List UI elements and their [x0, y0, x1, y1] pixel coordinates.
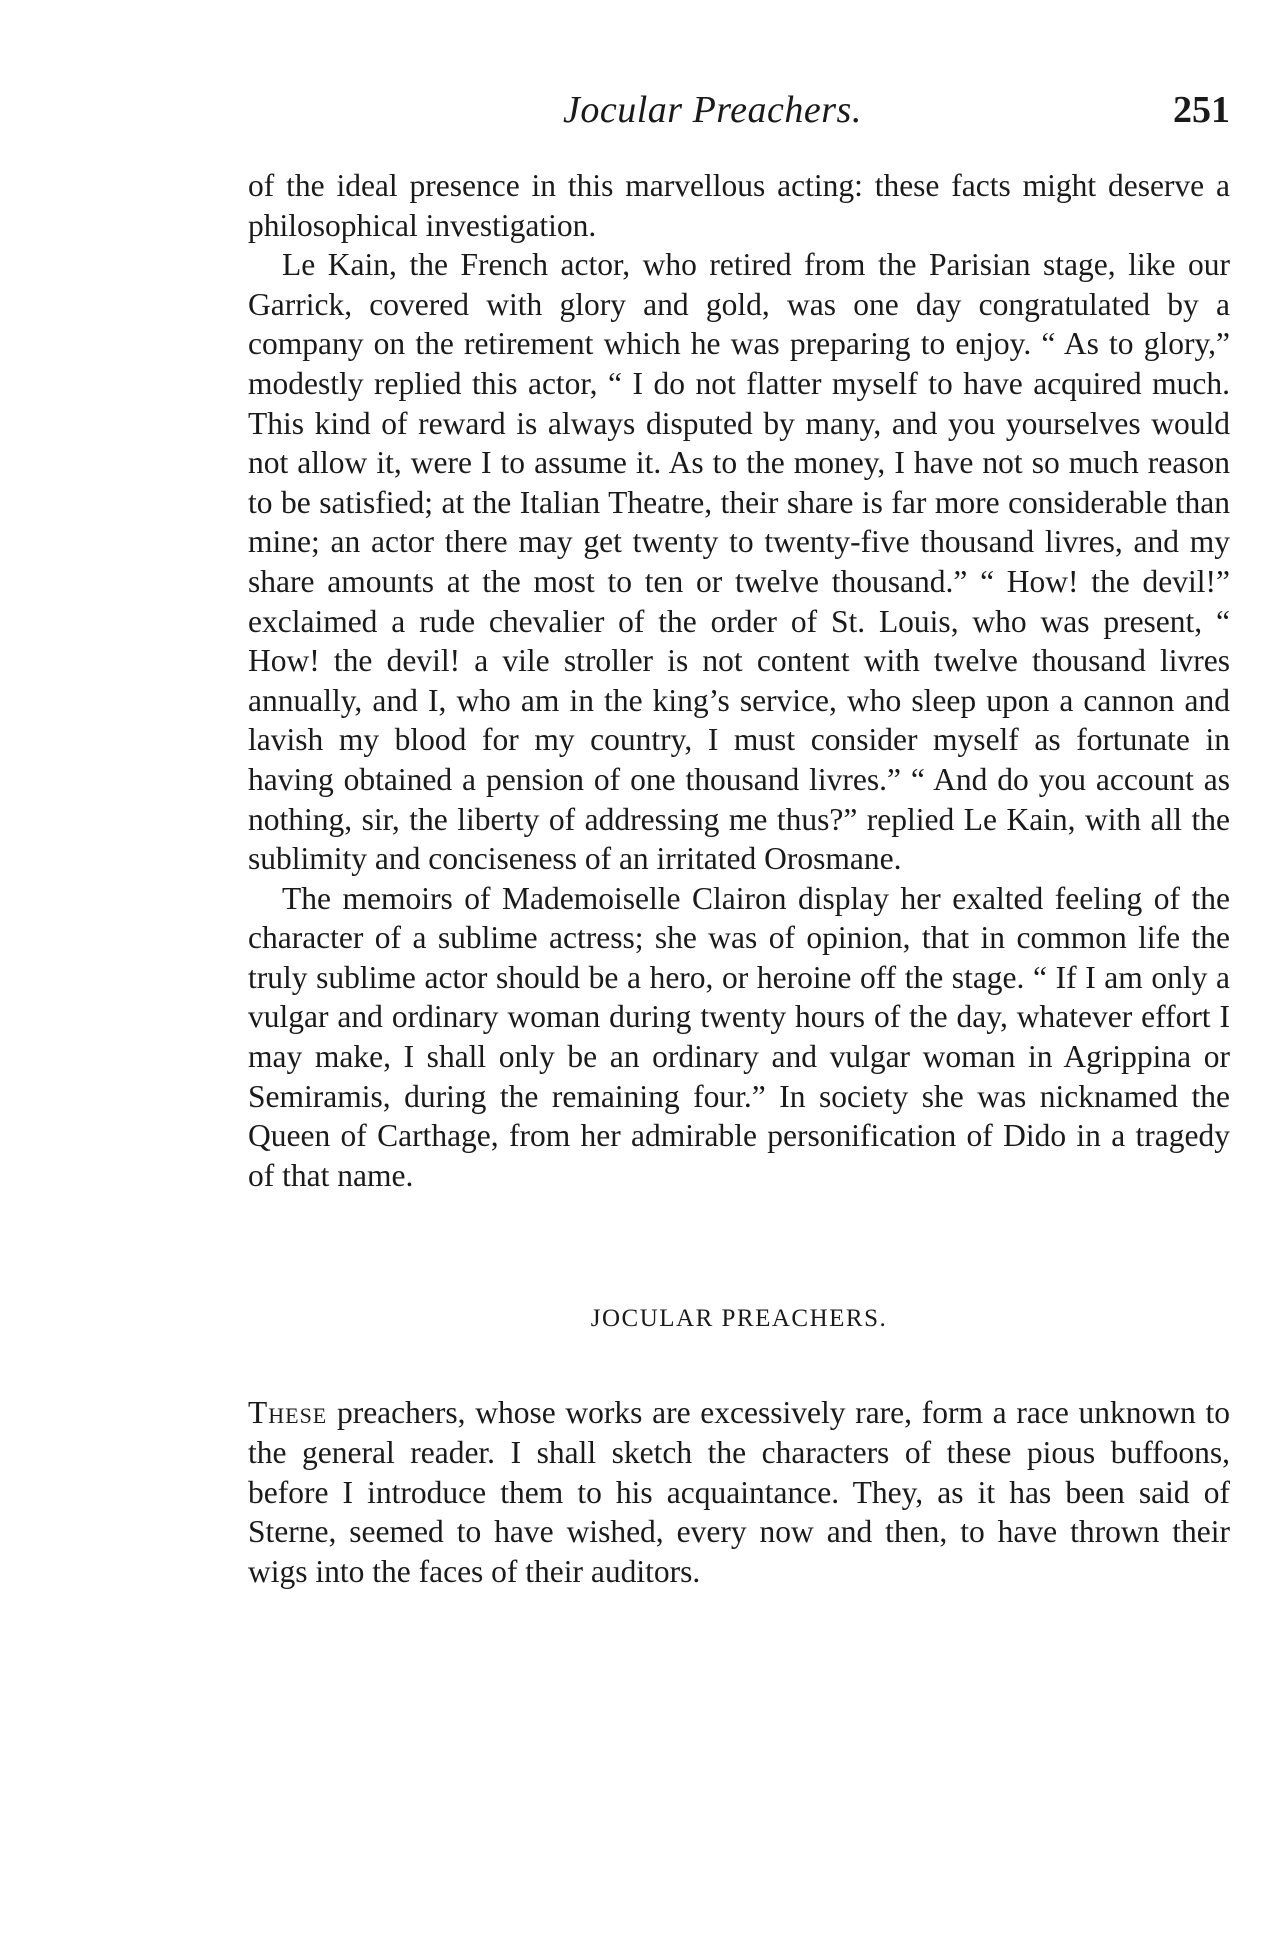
book-page [248, 88, 1230, 1591]
lead-word: These [248, 1395, 328, 1431]
section-paragraph [248, 1393, 1230, 1591]
section-heading: JOCULAR PREACHERS. [590, 1305, 888, 1333]
section-text [248, 1393, 1230, 1591]
running-title: Jocular Preachers. [563, 89, 862, 131]
running-head [248, 88, 1230, 144]
body-text [248, 166, 1230, 1195]
page-number: 251 [1173, 89, 1230, 131]
paragraph-le-kain: Le Kain, the French actor, who retired from the Parisian stage, like our Garrick, covered with glory and gold, was one day congratulated by a company on the retirement which he was preparing to enjoy. “ As to glory,” modestly replied this actor, “ I do not flatter myself to have acquired much. This kind of reward is always disputed by many, and you yourselves would not allow it, were I to assume it. As to the money, I have not so much reason to be satisfied; at the Italian Theatre, their share is far more considerable than mine; an actor there may get twenty to twenty-five thousand livres, and my share amounts at the most to ten or twelve thousand.” “ How! the devil!” exclaimed a rude chevalier of the order of St. Louis, who was present, “ How! the devil! a vile stroller is not content with twelve thousand livres annually, and I, who am in the king’s service, who sleep upon a cannon and lavish my blood for my country, I must consider myself as fortunate in having obtained a pension of one thousand livres.” “ And do you account as nothing, sir, the liberty of addressing me thus?” replied Le Kain, with all the sublimity and conciseness of an irritated Orosmane. [248, 247, 1230, 877]
paragraph-clairon: The memoirs of Mademoiselle Clairon display her exalted feeling of the character of a sublime actress; she was of opinion, that in common life the truly sublime actor should be a hero, or heroine off the stage. “ If I am only a vulgar and ordinary woman during twenty hours of the day, whatever effort I may make, I shall only be an ordinary and vulgar woman in Agrippina or Semiramis, during the remaining four.” In society she was nicknamed the Queen of Carthage, from her admirable personification of Dido in a tragedy of that name. [248, 880, 1230, 1193]
section-paragraph-body: preachers, whose works are excessively rare, form a race unknown to the general reader. I shall sketch the characters of these pious buffoons, before I introduce them to his acquaintance. They, as it has been said of Sterne, seemed to have wished, every now and then, to have thrown their wigs into the faces of their auditors. [248, 1395, 1230, 1589]
paragraph-continued: of the ideal presence in this marvellous acting: these facts might deserve a philosophical investigation. [248, 168, 1230, 243]
